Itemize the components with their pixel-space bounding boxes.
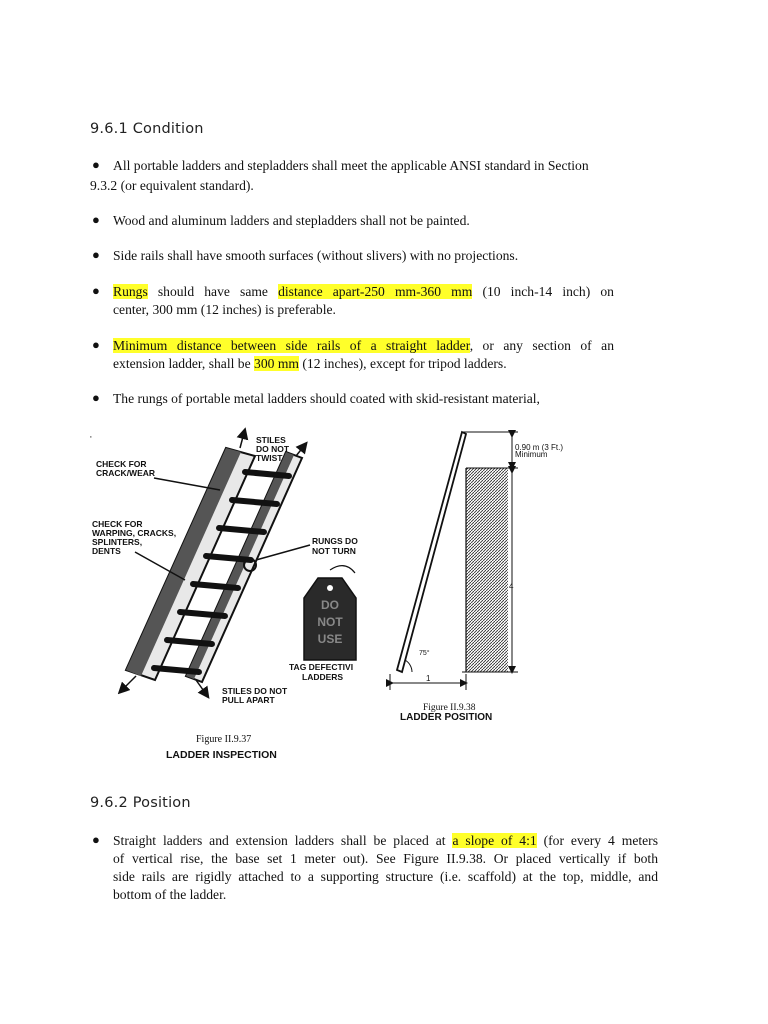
figure-title-position: LADDER POSITION [400,712,493,723]
highlight-300mm: 300 mm [254,356,299,371]
bullet-dot: ● [92,337,100,352]
label-stiles-twist-3: TWIST [256,453,283,463]
label-stiles-twist-2: DO NOT [256,444,290,454]
figure-number-inspection: Figure II.9.37 [196,734,252,745]
text-segment: (10 inch-14 inch) on [482,284,614,299]
tag-text-not: NOT [317,615,343,629]
label-tag-defective-1: TAG DEFECTIVI [289,662,354,672]
bullet-dot: ● [92,157,100,172]
text-segment: (for every 4 meters [543,833,658,848]
label-angle: 75° [419,650,430,657]
label-rungs-turn-1: RUNGS DO [312,536,358,546]
label-check-crack-2: CRACK/WEAR [96,468,156,478]
label-stiles-pull-1: STILES DO NOT [222,686,288,696]
text-segment: extension ladder, shall be [113,356,251,371]
label-check-crack-1: CHECK FOR [96,459,147,469]
label-check-warping-2: WARPING, CRACKS, [92,528,177,538]
bullet-dot: ● [92,283,100,298]
label-base: 1 [426,674,431,683]
bullet-ansi-line2: 9.3.2 (or equivalent standard). [90,178,254,193]
text-segment: Straight ladders and extension ladders shall be placed at [113,833,446,848]
label-stiles-twist-1: STILES [256,435,286,445]
label-top-clearance-1: 0.90 m (3 Ft.) [515,443,564,452]
highlight-min-distance: Minimum distance between side rails of a straight ladder [113,338,470,353]
bullet-rung-distance-line2: center, 300 mm (12 inches) is preferable. [113,302,336,317]
section-heading-condition: 9.6.1 Condition [90,121,204,137]
highlight-slope: a slope of 4:1 [452,833,537,848]
highlight-rung-distance: distance apart-250 mm-360 mm [278,284,473,299]
bullet-slope-line1 [113,832,658,850]
bullet-ansi-line1: All portable ladders and stepladders shall meet the applicable ANSI standard in Section [113,158,589,173]
label-rungs-turn-2: NOT TURN [312,546,356,556]
highlight-rungs: Rungs [113,284,148,299]
bullet-dot: ● [92,247,100,262]
text-segment: should have same [157,284,268,299]
section-heading-position: 9.6.2 Position [90,795,191,811]
bullet-not-painted: Wood and aluminum ladders and stepladders shall not be painted. [113,213,470,228]
label-rise: 4 [509,582,514,591]
bullet-slope-line3: side rails are rigidly attached to a supporting structure (i.e. scaffold) at the top, middle, and [113,869,658,884]
text-segment: (12 inches), except for tripod ladders. [302,356,507,371]
bullet-skid-resistant: The rungs of portable metal ladders should coated with skid-resistant material, [113,391,540,406]
label-check-warping-3: SPLINTERS, [92,537,143,547]
figure-number-position: Figure II.9.38 [423,703,476,713]
bullet-dot: ● [92,390,100,405]
label-check-warping-4: DENTS [92,546,121,556]
text-segment: , or any section of an [469,338,614,353]
bullet-slope-line2: of vertical rise, the base set 1 meter out). See Figure II.9.38. Or placed vertically if both [113,851,658,866]
stray-mark: · [89,431,93,443]
label-stiles-pull-2: PULL APART [222,695,275,705]
tag-text-use: USE [317,632,343,646]
bullet-smooth-rails: Side rails shall have smooth surfaces (without slivers) with no projections. [113,248,519,263]
tag-text-do: DO [321,598,339,612]
do-not-use-tag [304,566,356,660]
ladder-position-illustration [390,432,518,690]
bullet-dot: ● [92,212,100,227]
bullet-slope-line4: bottom of the ladder. [113,887,227,902]
figure-title-inspection: LADDER INSPECTION [166,749,277,761]
label-top-clearance-2: Minimum [515,450,548,459]
label-tag-defective-2: LADDERS [302,672,344,682]
bullet-dot: ● [92,832,100,847]
label-check-warping-1: CHECK FOR [92,519,143,529]
